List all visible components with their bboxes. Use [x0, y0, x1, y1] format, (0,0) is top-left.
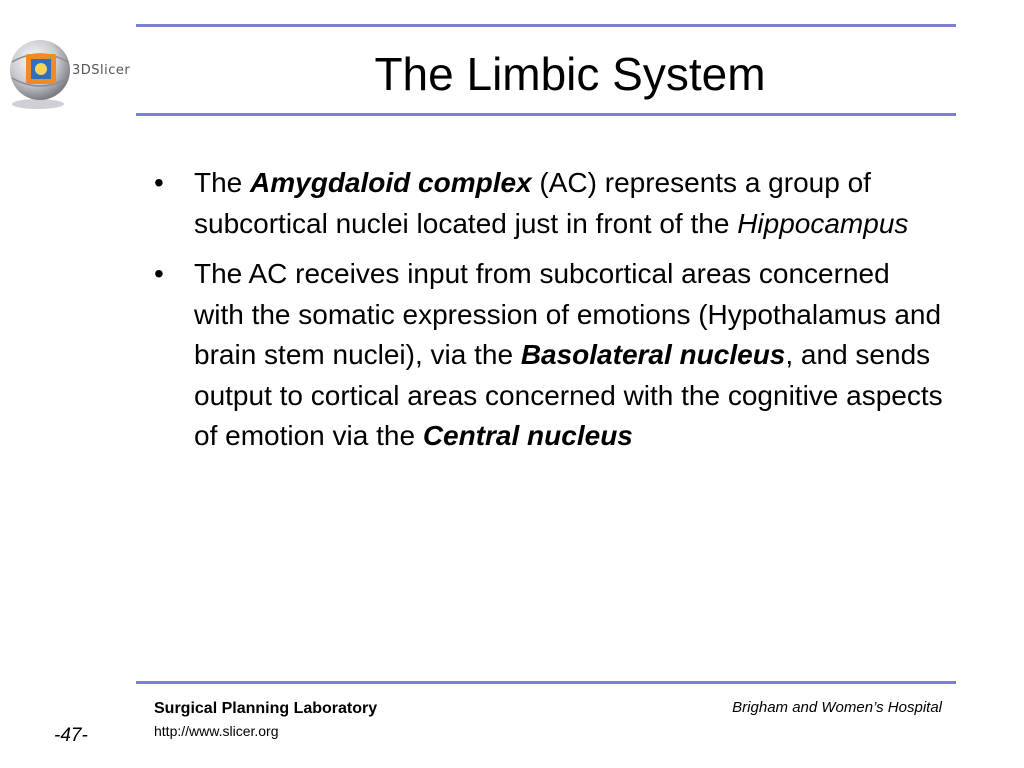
- term-amygdaloid-complex: Amygdaloid complex: [250, 167, 532, 198]
- slicer-cube-icon: [2, 32, 74, 112]
- bullet-text: (AC) represents a group of subcortical nuclei located just in front of the: [194, 167, 871, 239]
- footer-hospital: Brigham and Women’s Hospital: [732, 699, 942, 716]
- footer-rule: [136, 681, 956, 684]
- term-basolateral-nucleus: Basolateral nucleus: [520, 339, 786, 370]
- term-hippocampus: Hippocampus: [737, 207, 909, 239]
- page-number: -47-: [54, 725, 88, 746]
- bullet-item: [154, 163, 944, 244]
- slide-title: The Limbic System: [374, 48, 766, 100]
- slicer-logo: [2, 32, 140, 112]
- footer-url[interactable]: http://www.slicer.org: [154, 723, 279, 739]
- logo-text: 3DSlicer: [72, 63, 131, 78]
- bullet-item: [154, 254, 944, 457]
- footer-lab-name: Surgical Planning Laboratory: [154, 700, 378, 717]
- bullet-dot: •: [154, 258, 164, 289]
- bullet-text: The AC receives input from subcortical areas concerned with the somatic expression of emotions (Hypothalamus and brain stem nuclei), via the: [194, 258, 942, 370]
- bullet-text: , and sends output to cortical areas concerned with the cognitive aspects of emotion via the: [194, 339, 943, 451]
- bullet-text: The: [194, 167, 251, 198]
- term-central-nucleus: Central nucleus: [422, 420, 633, 451]
- top-rule: [136, 24, 956, 27]
- bullet-dot: •: [154, 167, 164, 198]
- bullet-list: [154, 163, 944, 467]
- title-rule: [136, 113, 956, 116]
